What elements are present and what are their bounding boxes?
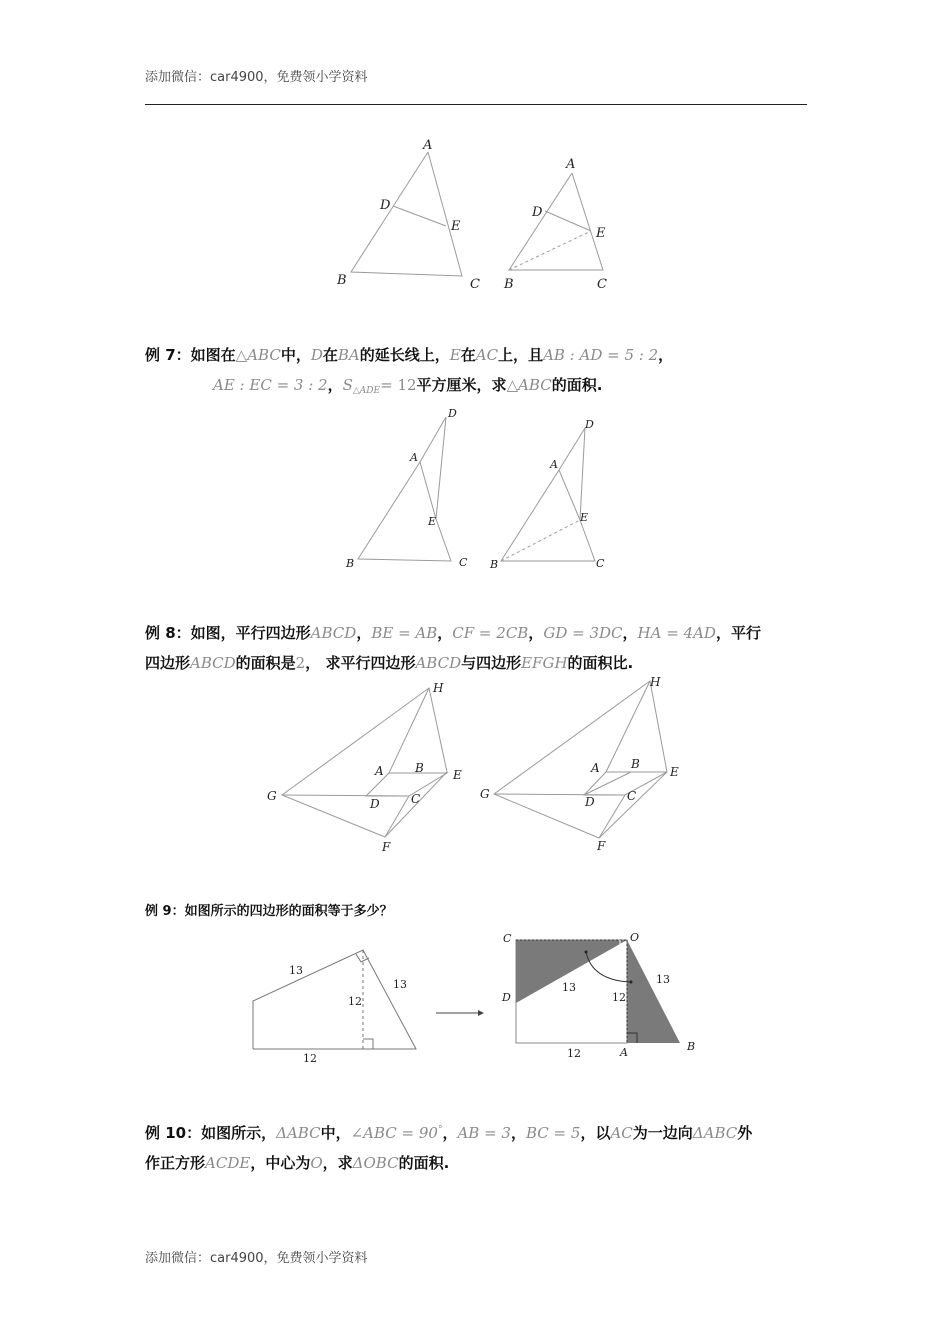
- label-f: F: [382, 840, 391, 854]
- segment-ae-right: [559, 470, 580, 520]
- label-b: B: [337, 273, 347, 288]
- math-ha-4ad: HA = 4AD: [637, 624, 716, 642]
- side-label-13: 13: [562, 981, 576, 994]
- side-label-13: 13: [289, 964, 303, 977]
- math-value-2: 2: [295, 654, 306, 672]
- figure-ex8: [282, 681, 667, 838]
- right-angle-mark-bottom: [363, 1039, 373, 1049]
- text: ，: [327, 376, 343, 394]
- text: ，: [437, 624, 453, 642]
- triangle-left: [351, 152, 462, 276]
- label-a: A: [550, 458, 558, 471]
- example-10-line-2: [145, 1148, 807, 1178]
- figure-ex9-right: [516, 940, 680, 1043]
- example-7-line-1: [145, 340, 807, 370]
- text: ，求: [322, 1154, 353, 1172]
- segment-db-right: [584, 772, 631, 795]
- label-b: B: [631, 757, 640, 771]
- math-s: S: [342, 376, 353, 394]
- example-9-problem: 例 9：如图所示的四边形的面积等于多少？: [145, 904, 393, 919]
- side-label-13: 13: [393, 978, 407, 991]
- math-d: D: [310, 346, 323, 364]
- label-e: E: [670, 765, 679, 779]
- math-subscript-ade: △ADE: [352, 386, 381, 396]
- label-a: A: [423, 138, 433, 153]
- text: 中，: [320, 1124, 351, 1142]
- shaded-triangle-right: [627, 940, 680, 1043]
- label-d: D: [532, 205, 543, 220]
- side-label-12: 12: [303, 1052, 317, 1065]
- label-a: A: [620, 1046, 628, 1059]
- math-cf-2cb: CF = 2CB: [452, 624, 529, 642]
- math-abcd: ABCD: [415, 654, 462, 672]
- text: 作正方形: [145, 1154, 206, 1172]
- arc-start-dot: [585, 951, 588, 954]
- text: ，以: [580, 1124, 611, 1142]
- label-c: C: [411, 792, 421, 806]
- side-label-13: 13: [656, 973, 670, 986]
- text: 的延长线上，: [359, 346, 450, 364]
- text: 上，且: [498, 346, 544, 364]
- math-area-value: = 12: [380, 376, 417, 394]
- label-e: E: [580, 511, 589, 524]
- arrow-head: [478, 1010, 484, 1016]
- segment-de-right: [545, 211, 591, 231]
- text: ，: [442, 1124, 458, 1142]
- arc-end-dot: [630, 981, 633, 984]
- text: ，: [356, 624, 372, 642]
- text: ，: [528, 624, 544, 642]
- segment-cf-left: [385, 796, 409, 837]
- text: 外: [737, 1124, 753, 1142]
- math-efgh: EFGH: [521, 654, 568, 672]
- page-footer: 添加微信：car4900，免费领小学资料: [145, 1251, 368, 1266]
- label-e: E: [451, 219, 461, 234]
- label-c: C: [470, 277, 480, 292]
- quadrilateral-efgh-right: [494, 681, 667, 838]
- example-7-problem: [145, 340, 807, 406]
- label-b: B: [687, 1040, 696, 1053]
- label-c: C: [596, 557, 605, 570]
- label-a: A: [375, 764, 384, 778]
- text: ，: [658, 346, 674, 364]
- math-ac: AC: [610, 1124, 633, 1142]
- math-abcd: ABCD: [190, 654, 236, 672]
- label-d: D: [585, 795, 595, 809]
- math-ratio-ab-ad: AB : AD = 5 : 2: [543, 346, 659, 364]
- label-g: G: [480, 787, 490, 801]
- quadrilateral: [253, 950, 416, 1049]
- text: 的面积比.: [567, 654, 634, 672]
- example-7-line-2: [145, 370, 807, 406]
- example-8-line-2: [145, 648, 807, 678]
- label-b: B: [415, 761, 424, 775]
- math-bc-5: BC = 5: [526, 1124, 581, 1142]
- text: 的面积.: [551, 376, 603, 394]
- label-g: G: [267, 789, 277, 803]
- figure-ex7: [358, 417, 595, 561]
- segment-ae-left: [420, 462, 436, 519]
- label-c: C: [627, 789, 637, 803]
- text: 的面积.: [398, 1154, 450, 1172]
- math-triangle-abc: △ABC: [506, 376, 552, 394]
- math-be-ab: BE = AB: [371, 624, 438, 642]
- label-f: F: [597, 839, 606, 853]
- math-ab-3: AB = 3: [457, 1124, 511, 1142]
- text: 在: [322, 346, 338, 364]
- segment-de-left: [393, 206, 446, 226]
- page-header: 添加微信：car4900，免费领小学资料: [145, 70, 368, 85]
- example-10-line-1: [145, 1115, 807, 1148]
- side-label-12: 12: [612, 991, 626, 1004]
- math-triangle-abc: ΔABC: [692, 1124, 738, 1142]
- label-h: H: [433, 681, 444, 695]
- text: ，中心为: [250, 1154, 311, 1172]
- side-label-12: 12: [567, 1047, 581, 1060]
- math-acde: ACDE: [205, 1154, 251, 1172]
- example-10-title: 例 10：如图所示，: [145, 1124, 277, 1142]
- example-8-line-1: [145, 618, 807, 648]
- text: 平方厘米，求: [416, 376, 507, 394]
- label-d: D: [380, 198, 391, 213]
- label-d: D: [585, 418, 594, 431]
- text: 四边形: [145, 654, 191, 672]
- math-ba: BA: [337, 346, 360, 364]
- math-triangle-abc: ΔABC: [276, 1124, 321, 1142]
- label-d: D: [502, 991, 511, 1004]
- label-e: E: [453, 768, 462, 782]
- example-8-problem: [145, 618, 807, 678]
- example-10-problem: [145, 1115, 807, 1178]
- label-o: O: [630, 931, 640, 944]
- segment-ha-right: [606, 681, 650, 772]
- text: ，: [510, 1124, 526, 1142]
- math-abcd: ABCD: [310, 624, 357, 642]
- label-a: A: [566, 157, 576, 172]
- text: ， 求平行四边形: [305, 654, 416, 672]
- example-8-title: 例 8：如图，平行四边形: [145, 624, 311, 642]
- label-d: D: [448, 407, 457, 420]
- label-a: A: [591, 761, 600, 775]
- example-7-title: 例 7：如图在: [145, 346, 236, 364]
- math-o: O: [310, 1154, 323, 1172]
- text: 中，: [280, 346, 311, 364]
- triangle-extended-left: [358, 417, 451, 561]
- segment-gc-right: [494, 794, 625, 795]
- label-e: E: [428, 515, 437, 528]
- label-b: B: [504, 277, 514, 292]
- arrow: [436, 1010, 484, 1016]
- segment-de-right: [580, 428, 585, 520]
- label-b: B: [346, 557, 355, 570]
- label-b: B: [490, 558, 499, 571]
- segment-gc-left: [282, 795, 409, 796]
- math-degree: °: [437, 1125, 443, 1135]
- side-label-12: 12: [348, 995, 362, 1008]
- label-c: C: [503, 932, 512, 945]
- figure-ex9-left: [253, 950, 416, 1049]
- math-triangle-abc: △ABC: [235, 346, 281, 364]
- math-ratio-ae-ec: AE : EC = 3 : 2: [213, 376, 328, 394]
- text: 在: [460, 346, 476, 364]
- math-ac: AC: [475, 346, 499, 364]
- label-c: C: [597, 277, 607, 292]
- text: ，平行: [715, 624, 761, 642]
- math-e: E: [449, 346, 461, 364]
- label-d: D: [370, 797, 380, 811]
- text: ，: [622, 624, 638, 642]
- text: 为一边向: [632, 1124, 693, 1142]
- label-e: E: [596, 226, 606, 241]
- triangle-right: [509, 173, 603, 270]
- text: 的面积是: [235, 654, 296, 672]
- math-triangle-obc: ΔOBC: [352, 1154, 399, 1172]
- text: 与四边形: [461, 654, 522, 672]
- label-h: H: [650, 675, 661, 689]
- math-gd-3dc: GD = 3DC: [543, 624, 623, 642]
- label-c: C: [459, 556, 468, 569]
- math-angle-abc: ∠ABC = 90: [350, 1124, 438, 1142]
- segment-be-dashed: [501, 520, 580, 561]
- label-a: A: [410, 451, 418, 464]
